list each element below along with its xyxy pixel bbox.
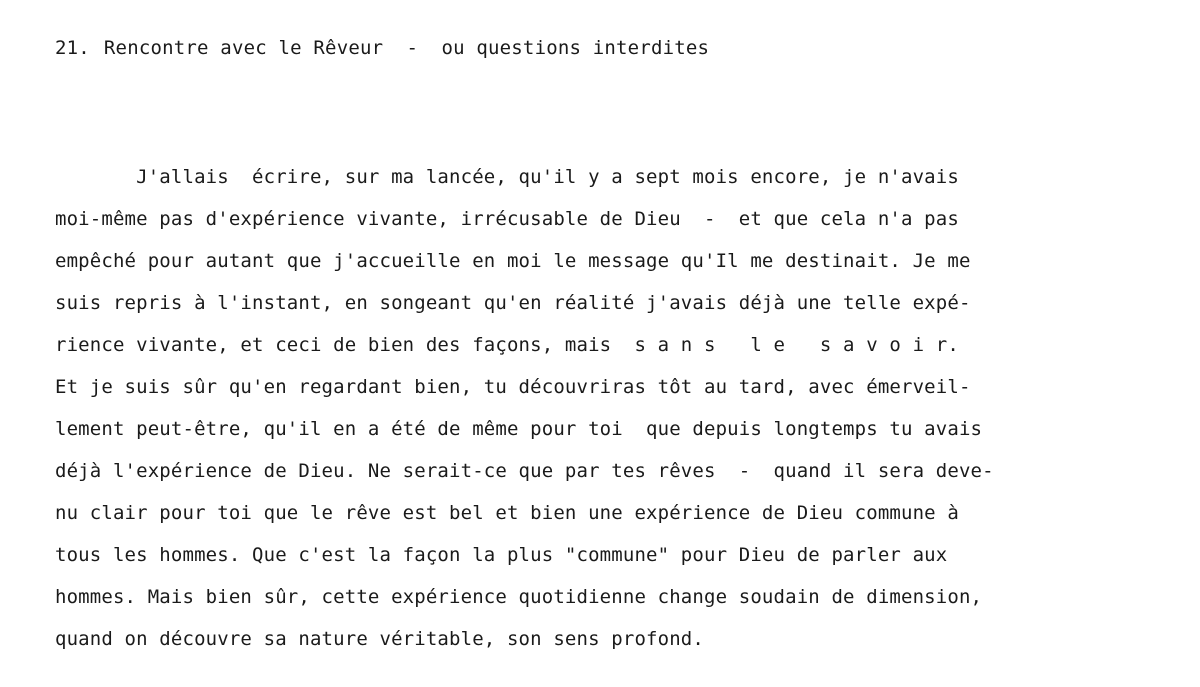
section-title: Rencontre avec le Rêveur - ou questions interdites [103, 37, 710, 59]
text-line: déjà l'expérience de Dieu. Ne serait-ce que par tes rêves - quand il sera deve- [55, 460, 994, 482]
section-number: 21. [55, 37, 90, 59]
text-line: rience vivante, et ceci de bien des façons, mais s a n s l e s a v o i r. [55, 334, 959, 356]
text-line: empêché pour autant que j'accueille en moi le message qu'Il me destinait. Je me [55, 250, 971, 272]
text-line: quand on découvre sa nature véritable, son sens profond. [55, 628, 704, 650]
text-line: moi-même pas d'expérience vivante, irrécusable de Dieu - et que cela n'a pas [55, 208, 959, 230]
section-heading [55, 35, 709, 61]
text-line: nu clair pour toi que le rêve est bel et bien une expérience de Dieu commune à [55, 502, 959, 524]
text-line: J'allais écrire, sur ma lancée, qu'il y a sept mois encore, je n'avais [55, 166, 959, 188]
text-line: lement peut-être, qu'il en a été de même pour toi que depuis longtemps tu avais [55, 418, 983, 440]
body-paragraph [55, 162, 1185, 666]
text-line: Et je suis sûr qu'en regardant bien, tu découvriras tôt au tard, avec émerveil- [55, 376, 971, 398]
text-line: hommes. Mais bien sûr, cette expérience quotidienne change soudain de dimension, [55, 586, 983, 608]
text-line: suis repris à l'instant, en songeant qu'en réalité j'avais déjà une telle expé- [55, 292, 971, 314]
text-line: tous les hommes. Que c'est la façon la plus "commune" pour Dieu de parler aux [55, 544, 948, 566]
